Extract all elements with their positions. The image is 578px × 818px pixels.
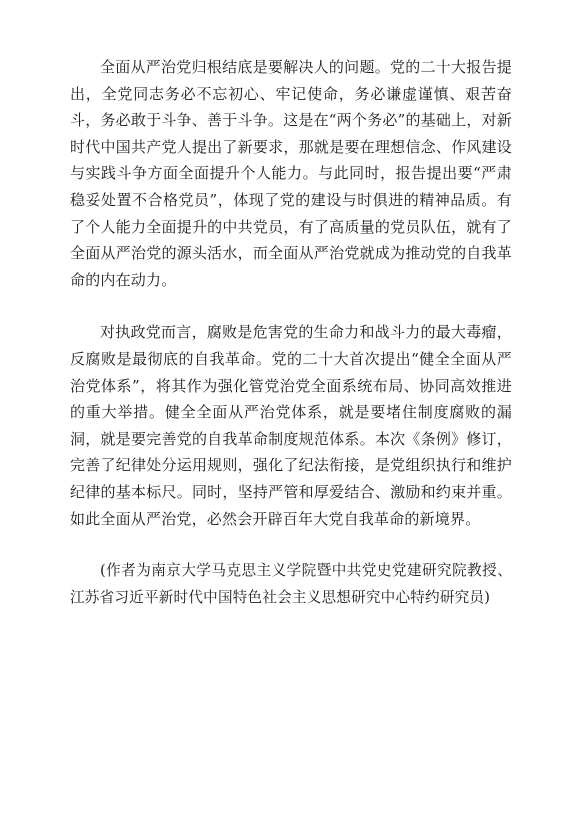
paragraph-2: 对执政党而言，腐败是危害党的生命力和战斗力的最大毒瘤，反腐败是最彻底的自我革命。党的二十大首次提出“健全全面从严治党体系”，将其作为强化管党治党全面系统布局、协同高效推进的重大举措。健全全面从严治党体系，就是要堵住制度腐败的漏洞，就是要完善党的自我革命制度规范体系。本次《条例》修订，完善了纪律处分运用规则，强化了纪法衔接，是党组织执行和维护纪律的基本标尺。同时，坚持严管和厚爱结合、激励和约束并重。如此全面从严治党，必然会开辟百年大党自我革命的新境界。	[70, 323, 512, 528]
article-body	[70, 54, 512, 611]
paragraph-1: 全面从严治党归根结底是要解决人的问题。党的二十大报告提出，全党同志务必不忘初心、牢记使命，务必谦虚谨慎、艰苦奋斗，务必敢于斗争、善于斗争。这是在“两个务必”的基础上，对新时代中国共产党人提出了新要求，那就是要在理想信念、作风建设与实践斗争方面全面提升个人能力。与此同时，报告提出要“严肃稳妥处置不合格党员”，体现了党的建设与时俱进的精神品质。有了个人能力全面提升的中共党员，有了高质量的党员队伍，就有了全面从严治党的源头活水，而全面从严治党就成为推动党的自我革命的内在动力。	[70, 58, 512, 289]
author-note: (作者为南京大学马克思主义学院暨中共党史党建研究院教授、江苏省习近平新时代中国特色社会主义思想研究中心特约研究员)	[70, 562, 512, 606]
